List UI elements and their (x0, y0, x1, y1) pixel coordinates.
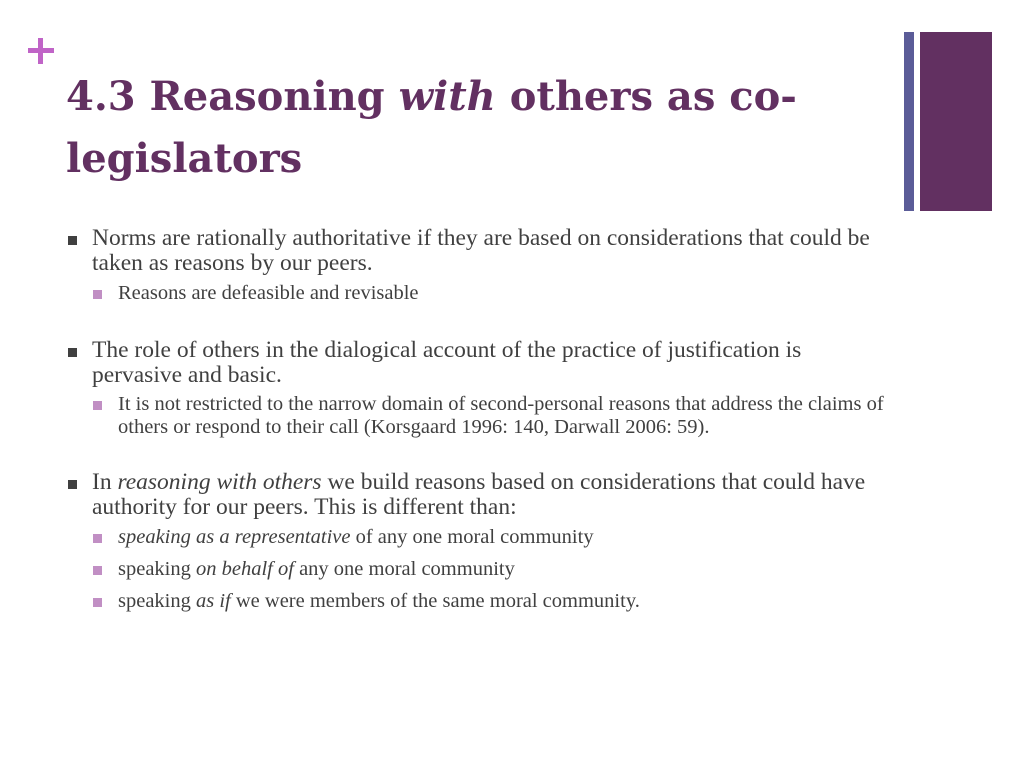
accent-bar-wide (920, 32, 992, 211)
sub-bullet-2-1 (66, 393, 886, 439)
sub-bullet-3-3-emphasis: as if (196, 590, 231, 612)
square-bullet-icon (68, 348, 77, 357)
sub-bullet-3-1-emphasis: speaking as a representative (118, 526, 351, 548)
sub-bullet-3-3-pre: speaking (118, 590, 196, 612)
title-part2: others as co-legislators (66, 73, 797, 182)
bullet-2-text: The role of others in the dialogical account of the practice of justification is pervasive and basic. (92, 337, 802, 388)
sub-bullet-2-1-text: It is not restricted to the narrow domain of second-personal reasons that address the claims of others or respond to their call (Korsgaard 1996: 140, Darwall 2006: 59). (118, 393, 884, 438)
bullet-3-pre: In (92, 469, 118, 495)
sub-bullet-3-2 (66, 558, 886, 581)
sub-bullet-1-1 (66, 282, 886, 305)
sub-bullet-1-1-text: Reasons are defeasible and revisable (118, 282, 419, 304)
square-bullet-icon (93, 401, 102, 410)
bullet-1 (66, 226, 886, 276)
accent-bar-thin (904, 32, 914, 211)
bullet-1-text: Norms are rationally authoritative if they are based on considerations that could be taken as reasons by our peers. (92, 225, 870, 276)
square-bullet-icon (68, 480, 77, 489)
square-bullet-icon (68, 236, 77, 245)
square-bullet-icon (93, 534, 102, 543)
sub-bullet-3-3 (66, 590, 886, 613)
sub-bullet-3-2-post: any one moral community (293, 558, 515, 580)
sub-bullet-3-2-pre: speaking (118, 558, 196, 580)
bullet-3-post: we build reasons based on considerations that could have authority for our peers. This is different than: (92, 469, 866, 520)
square-bullet-icon (93, 290, 102, 299)
bullet-3-emphasis: reasoning with others (117, 469, 322, 495)
bullet-2 (66, 338, 886, 388)
sub-bullet-3-1-post: of any one moral community (350, 526, 594, 548)
plus-icon (28, 38, 54, 64)
title-part1: 4.3 Reasoning (66, 73, 399, 120)
sub-bullet-3-3-post: we were members of the same moral community. (230, 590, 640, 612)
square-bullet-icon (93, 566, 102, 575)
bullet-3 (66, 470, 886, 520)
sub-bullet-3-1 (66, 526, 886, 549)
title-emphasis: with (398, 73, 496, 120)
slide-body (66, 226, 886, 613)
slide-title (66, 66, 886, 190)
square-bullet-icon (93, 598, 102, 607)
sub-bullet-3-2-emphasis: on behalf of (196, 558, 294, 580)
